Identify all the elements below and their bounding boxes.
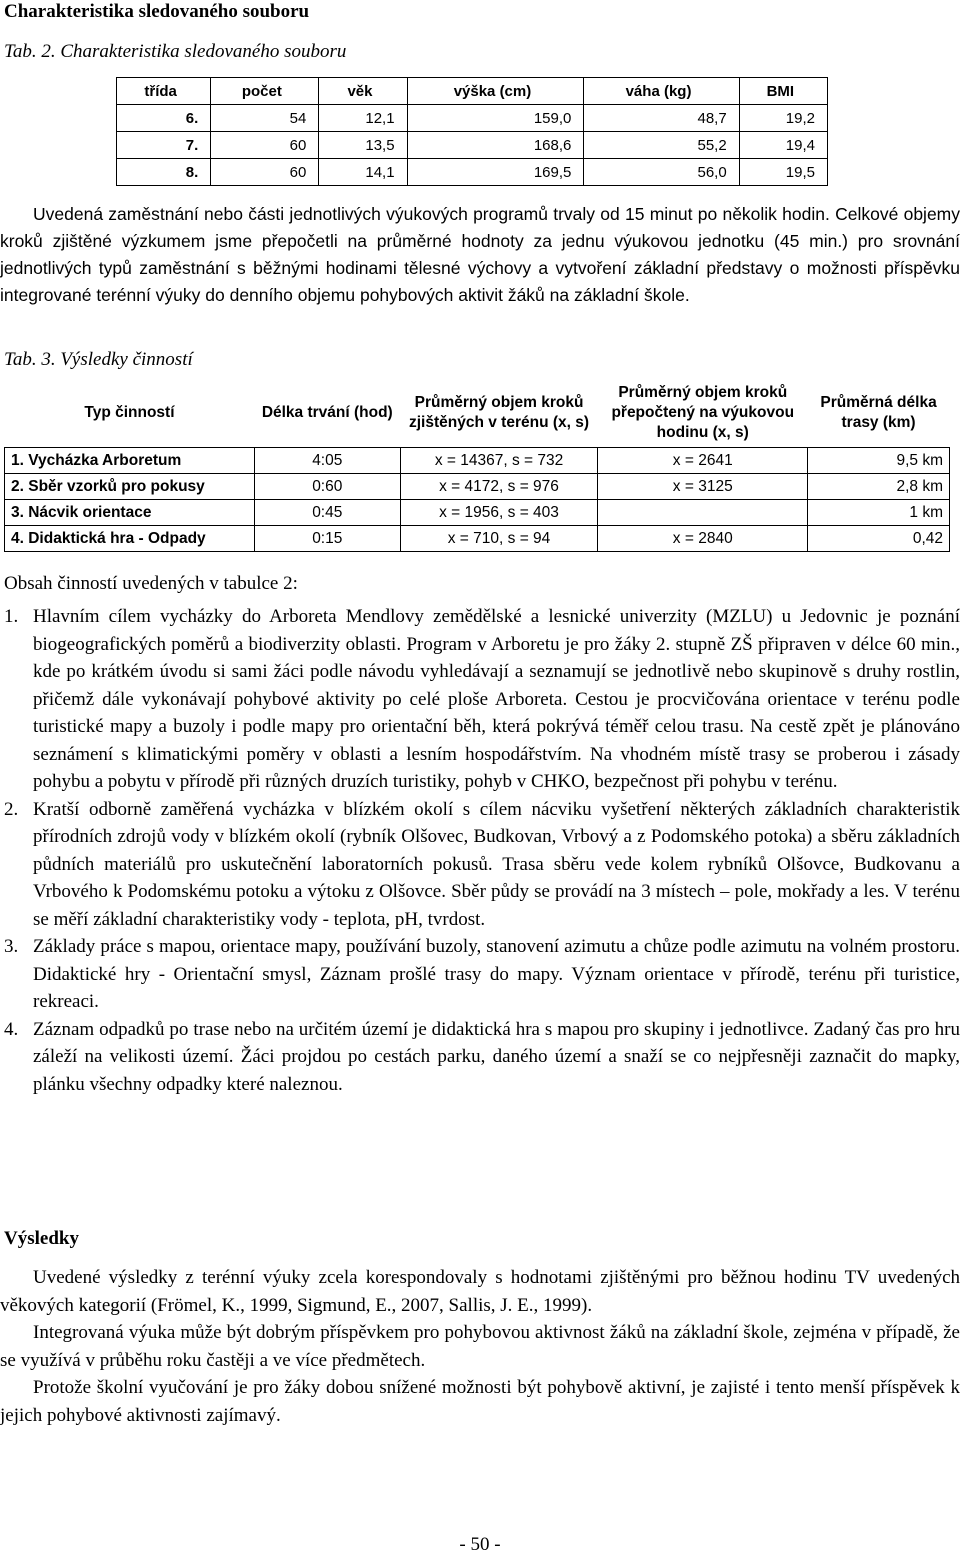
table-cell: 19,4: [739, 132, 827, 159]
table-row: [5, 448, 950, 474]
col-header-count: počet: [211, 78, 319, 105]
table-cell: 8.: [117, 159, 211, 186]
table-cell: 3. Nácvik orientace: [5, 500, 255, 526]
table-cell: 0:60: [254, 474, 400, 500]
table-cell: 168,6: [407, 132, 584, 159]
list-item-text: Základy práce s mapou, orientace mapy, používání buzoly, stanovení azimutu a chůze podle azimutu na volném prostoru. Didaktické hry - Orientační smysl, Záznam prošlé trasy do mapy. Význam orientace v přírodě, terénu při turistice, rekreaci.: [33, 936, 960, 1012]
col-header-activity: Typ činností: [84, 404, 175, 421]
table-header-row: [5, 379, 950, 448]
tab2-title: Charakteristika sledovaného souboru: [60, 41, 347, 62]
table-cell: 6.: [117, 105, 211, 132]
col-header-duration: Délka trvání (hod): [261, 404, 393, 421]
page-number: - 50 -: [459, 1534, 501, 1555]
col-header-height: výška (cm): [407, 78, 584, 105]
table-cell: 4. Didaktická hra - Odpady: [5, 526, 255, 552]
table-cell: x = 14367, s = 732: [400, 448, 598, 474]
results-paragraph: Uvedené výsledky z terénní výuky zcela korespondovaly s hodnotami zjištěnými pro běžnou hodinu TV uvedených věkových kategorií (Frömel, K., 1999, Sigmund, E., 2007, Sallis, J. E., 1999).: [0, 1267, 960, 1316]
table-cell: 56,0: [584, 159, 739, 186]
table-cell: 2,8 km: [808, 474, 950, 500]
col-header-steps-field: Průměrný objem kroků zjištěných v terénu (x, s): [409, 394, 590, 431]
col-header-age: věk: [319, 78, 407, 105]
list-item-text: Kratší odborně zaměřená vycházka v blízkém okolí s cílem nácviku vyšetření některých základních charakteristik přírodních zdrojů vody v blízkém okolí (rybník Olšovec, Budkovan, Vrbový a z Podomského potoka) a sběru základních půdních materiálů pro uskutečnění laboratorních pokusů. Trasa sběru vede kolem rybníků Olšovce, Budkovanu a Vrbového k Podomskému potoku a výtoku z Olšovce. Sběr půdy se provádí na 3 místech – pole, mokřady a les. V terénu se měří základní charakteristiky vody - teplota, pH, tvrdost.: [33, 798, 960, 930]
table-row: [5, 526, 950, 552]
list-item-number: 1.: [4, 606, 19, 627]
tab3-caption: [4, 349, 193, 371]
table-cell: 7.: [117, 132, 211, 159]
table-cell: 60: [211, 132, 319, 159]
results-paragraph: Protože školní vyučování je pro žáky dobou snížené možnosti být pohybově aktivní, je zajisté i tento menší příspěvek k jejich pohybové aktivnosti zajímavý.: [0, 1377, 960, 1426]
results-paragraph: Integrovaná výuka může být dobrým příspěvkem pro pohybovou aktivnost žáků na základní škole, zejména v případě, že se využívá v průběhu roku častěji a ve více předmětech.: [0, 1322, 960, 1371]
table-cell: 4:05: [254, 448, 400, 474]
table-cell: 0:45: [254, 500, 400, 526]
table-row: [117, 159, 828, 186]
table-cell: 169,5: [407, 159, 584, 186]
tab2-caption: [4, 41, 346, 63]
list-item: [0, 933, 960, 1016]
list-item-number: 3.: [4, 936, 19, 957]
table-cell: 2. Sběr vzorků pro pokusy: [5, 474, 255, 500]
table-cell: 14,1: [319, 159, 407, 186]
intro-paragraph: Uvedená zaměstnání nebo části jednotlivých výukových programů trvaly od 15 minut po několik hodin. Celkové objemy kroků zjištěné výzkumem jsme přepočetli na průměrné hodnoty za jednu výukovou jednotku (45 min.) pro srovnání jednotlivých typů zaměstnání s běžnými hodinami tělesné výchovy a vytvoření základní představy o možnosti příspěvku integrované terénní výuky do denního objemu pohybových aktivit žáků na základní škole.: [0, 204, 960, 305]
col-header-weight: váha (kg): [584, 78, 739, 105]
table-cell: 13,5: [319, 132, 407, 159]
table-cell: x = 2840: [598, 526, 808, 552]
col-header-class: třída: [117, 78, 211, 105]
table-row: [5, 500, 950, 526]
table-cell: 12,1: [319, 105, 407, 132]
table-cell: x = 1956, s = 403: [400, 500, 598, 526]
contents-intro: Obsah činností uvedených v tabulce 2:: [4, 573, 298, 594]
tab2-table: [116, 77, 828, 186]
table-cell: 54: [211, 105, 319, 132]
table-row: [117, 132, 828, 159]
table-cell: 48,7: [584, 105, 739, 132]
table-row: [5, 474, 950, 500]
table-cell: 19,2: [739, 105, 827, 132]
table-header-row: [117, 78, 828, 105]
list-item-number: 4.: [4, 1018, 19, 1040]
table-cell: 0,42: [808, 526, 950, 552]
list-item: [0, 603, 960, 796]
results-body: [0, 1264, 960, 1429]
table-cell: x = 2641: [598, 448, 808, 474]
table-cell: 1. Vycházka Arboretum: [5, 448, 255, 474]
tab2-label: Tab. 2.: [4, 41, 56, 62]
col-header-distance: Průměrná délka trasy (km): [820, 394, 937, 431]
tab3-table: [4, 379, 950, 552]
list-item: [0, 796, 960, 934]
table-cell: 159,0: [407, 105, 584, 132]
col-header-steps-lesson: Průměrný objem kroků přepočtený na výukovou hodinu (x, s): [611, 384, 795, 441]
tab3-label: Tab. 3.: [4, 349, 56, 370]
list-item-text: Hlavním cílem vycházky do Arboreta Mendlovy zemědělské a lesnické univerzity (MZLU) u Jedovnic je poznání biogeografických poměrů a biodiverzity oblasti. Program v Arboretu je pro žáky 2. stupně ZŠ připraven v délce 60 min., kde po krátkém úvodu si sami žáci podle návodu vyhledávají a seznamují se jednotlivě nebo skupinově s druhy rostlin, přičemž dále vykonávají pohybové aktivity po celé ploše Arboreta. Cestou je procvičována orientace v terénu podle turistické mapy a buzoly i podle mapy pro orientační běh, která pokrývá téměř celou trasu. Na cestě zpět je plánováno seznámení s klimatickými poměry v oblasti a lesním hospodářstvím. Na vhodném místě trasy se proberou i zásady pohybu a pobytu v přírodě při různých druzích turistiky, pohyb v CHKO, bezpečnost při pohybu v terénu.: [33, 606, 960, 792]
table-cell: x = 4172, s = 976: [400, 474, 598, 500]
tab3-title: Výsledky činností: [60, 349, 193, 370]
table-row: [117, 105, 828, 132]
table-cell: 19,5: [739, 159, 827, 186]
table-cell: x = 3125: [598, 474, 808, 500]
activity-list: [0, 603, 960, 1098]
list-item-number: 2.: [4, 798, 19, 820]
results-title: Výsledky: [4, 1228, 79, 1249]
list-item-text: Záznam odpadků po trase nebo na určitém území je didaktická hra s mapou pro skupiny i jednotlivce. Zadaný čas pro hru záleží na velikosti území. Žáci projdou po cestách parku, daného území a snaží se co nejpřesněji zaznačit do mapky, plánku všechny odpadky které naleznou.: [33, 1018, 960, 1095]
section-title: Charakteristika sledovaného souboru: [4, 1, 310, 22]
list-item: [0, 1016, 960, 1099]
table-cell: 1 km: [808, 500, 950, 526]
table-cell: 9,5 km: [808, 448, 950, 474]
table-cell: 0:15: [254, 526, 400, 552]
table-cell: 60: [211, 159, 319, 186]
col-header-bmi: BMI: [739, 78, 827, 105]
table-cell: 55,2: [584, 132, 739, 159]
table-cell: x = 710, s = 94: [400, 526, 598, 552]
table-cell: [598, 500, 808, 526]
